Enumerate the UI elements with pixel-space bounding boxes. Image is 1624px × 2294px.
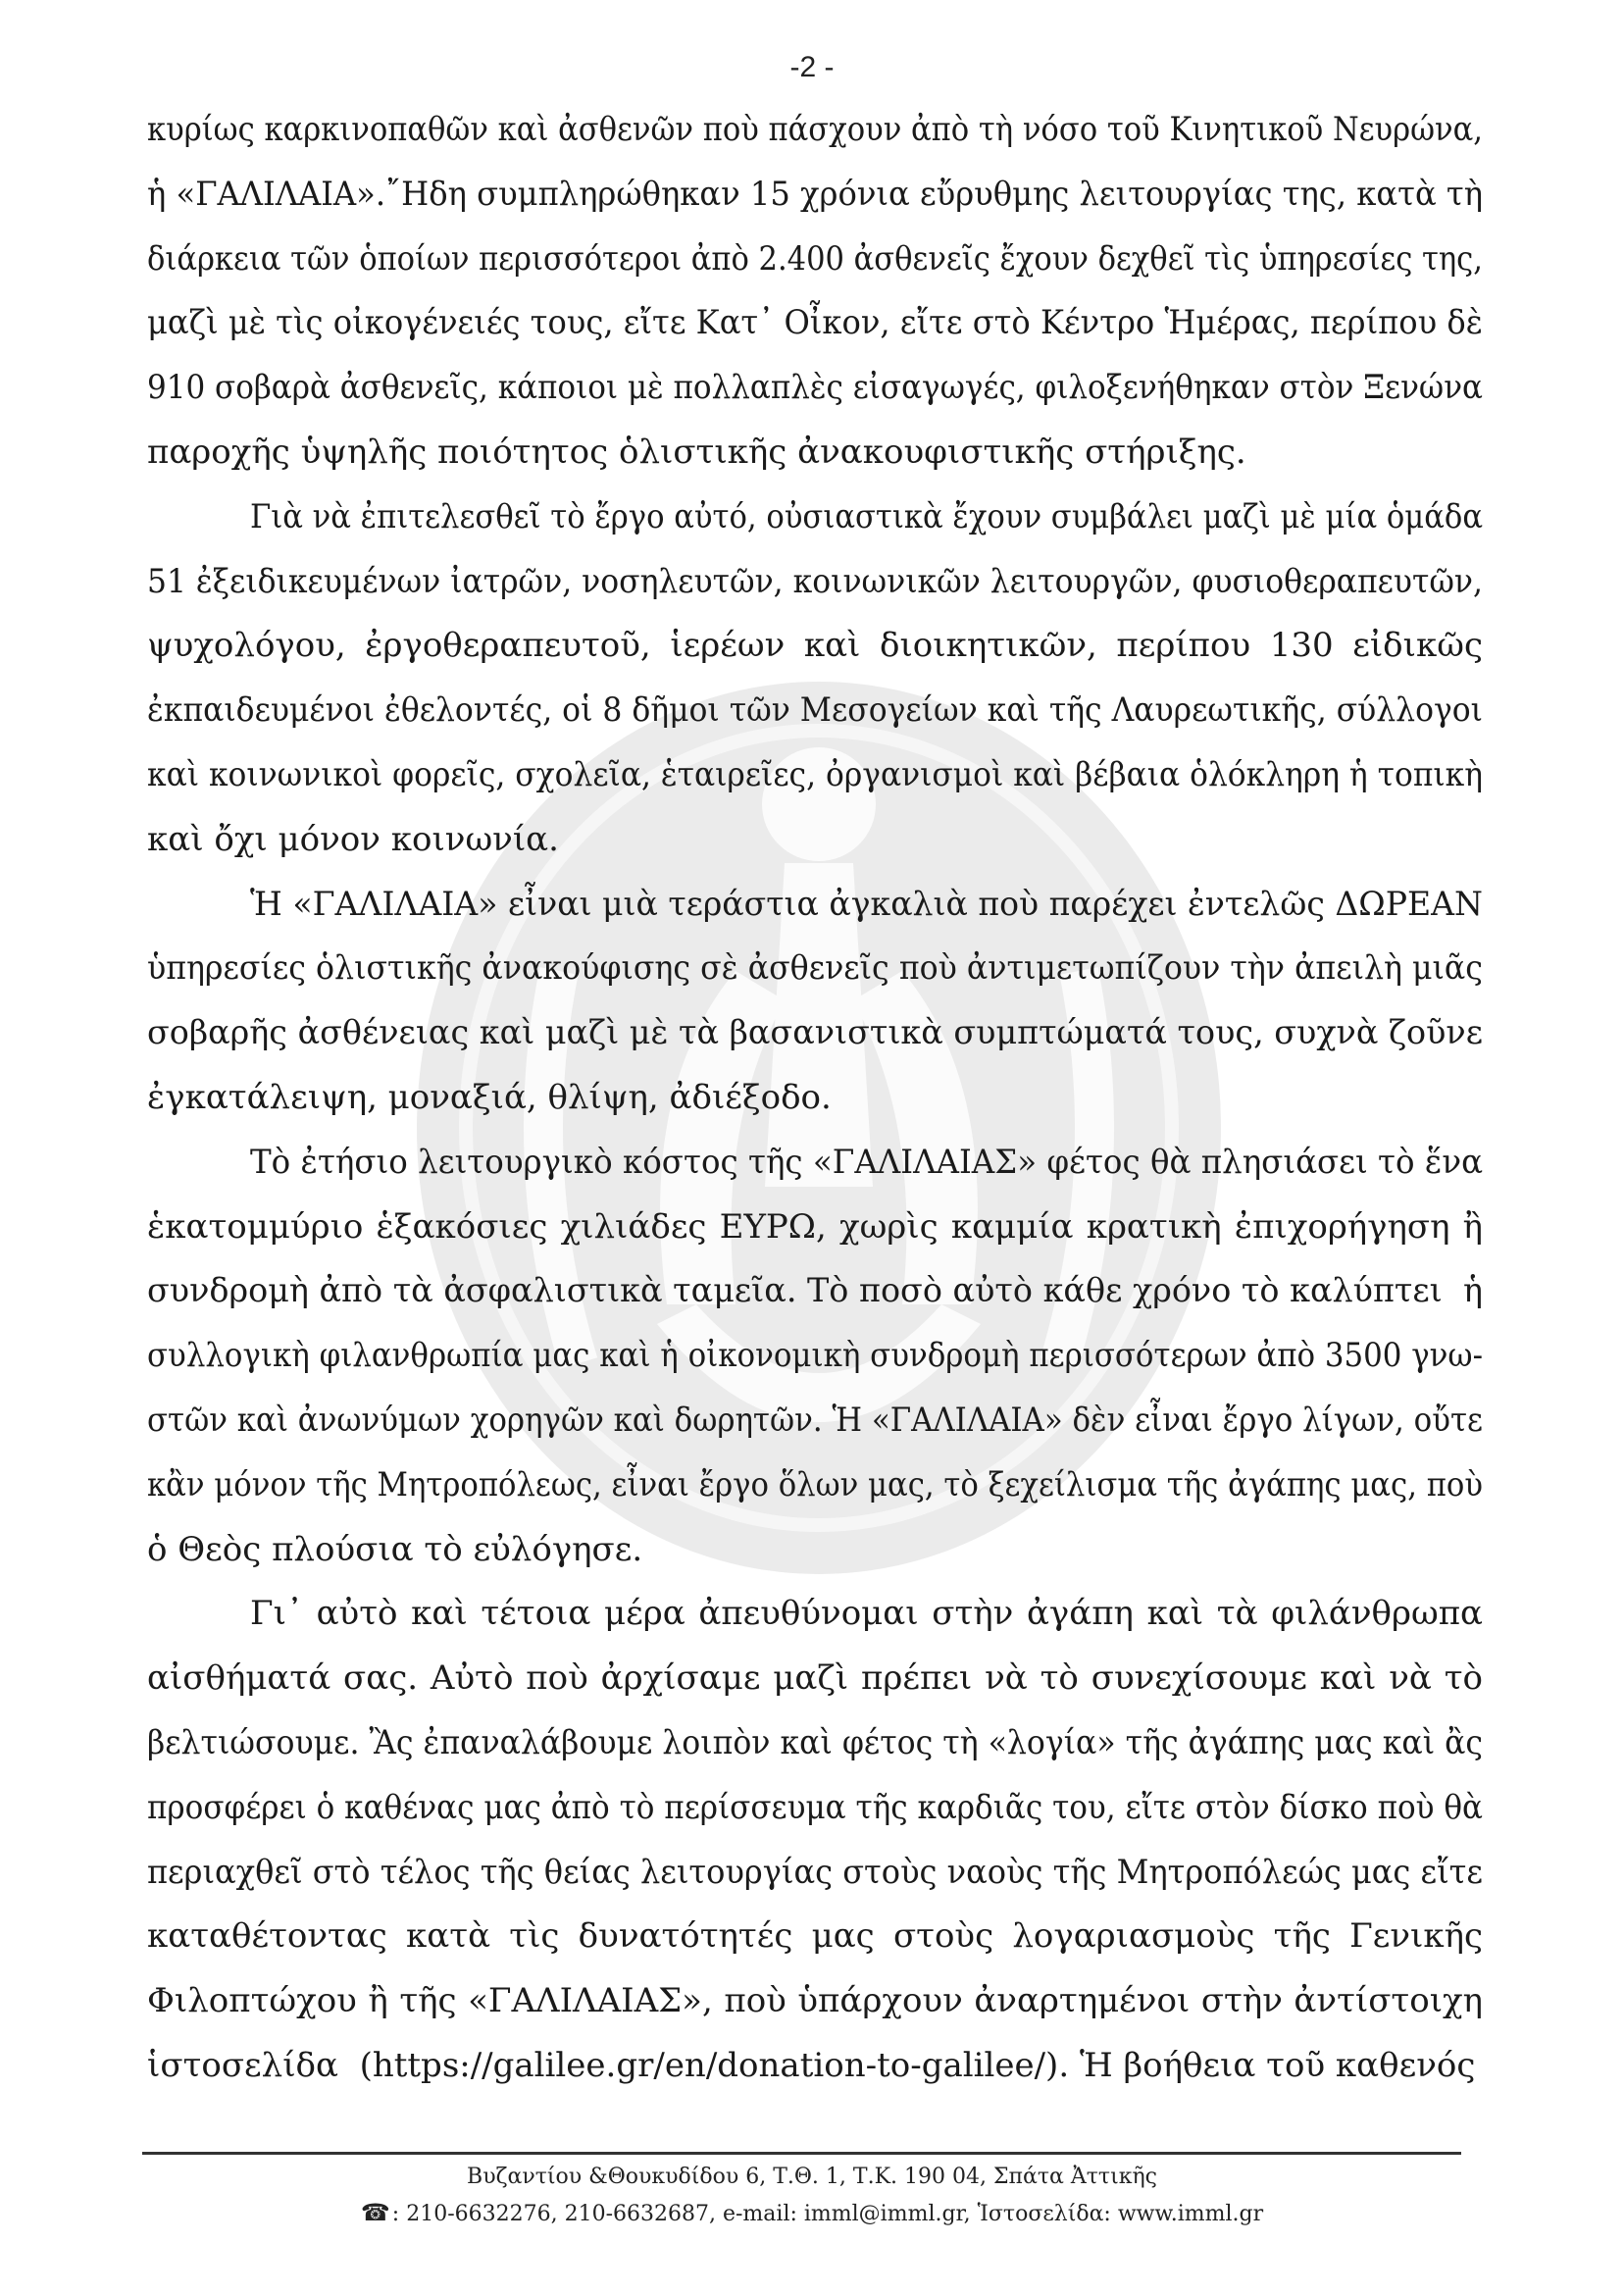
telephone-icon: ☎ [360,2199,390,2226]
text-line: ἡ «ΓΑΛΙΛΑΙΑ».῎Ηδη συμπληρώθηκαν 15 χρόνια εὔρυθμης λειτουργίας της, κατὰ τὴ [147,174,1483,214]
footer-address: Βυζαντίου &Θουκυδίδου 6, Τ.Θ. 1, Τ.Κ. 190 04, Σπάτα Ἀττικῆς [467,2165,1157,2189]
text-line: Τὸ ἐτήσιο λειτουργικὸ κόστος τῆς «ΓΑΛΙΛΑΙΑΣ» φέτος θὰ πλησιάσει τὸ ἕνα [250,1142,1483,1182]
text-line: ἐγκατάλειψη, μοναξιά, θλίψη, ἀδιέξοδο. [147,1077,832,1117]
paragraph [147,485,1483,873]
text-line: καὶ κοινωνικοὶ φορεῖς, σχολεῖα, ἑταιρεῖες, ὀργανισμοὶ καὶ βέβαια ὁλόκληρη ἡ τοπικὴ [147,754,1483,794]
text-line: προσφέρει ὁ καθένας μας ἀπὸ τὸ περίσσευμα τῆς καρδιᾶς του, εἴτε στὸν δίσκο ποὺ θὰ [147,1787,1483,1827]
text-line: Φιλοπτώχου ἢ τῆς «ΓΑΛΙΛΑΙΑΣ», ποὺ ὑπάρχουν ἀναρτημένοι στὴν ἀντίστοιχη [147,1981,1483,2021]
text-line: διάρκεια τῶν ὁποίων περισσότεροι ἀπὸ 2.400 ἀσθενεῖς ἔχουν δεχθεῖ τὶς ὑπηρεσίες της, [147,238,1483,279]
page-number: -2 - [789,51,835,83]
footer-contact: : 210-6632276, 210-6632687, e-mail: imml@imml.gr, Ἱστοσελίδα: www.imml.gr [391,2202,1264,2226]
footer-divider [142,2152,1461,2155]
paragraph [147,873,1483,1131]
letterhead-footer [0,2160,1624,2232]
text-line: αἰσθήματά σας. Αὐτὸ ποὺ ἀρχίσαμε μαζὶ πρέπει νὰ τὸ συνεχίσουμε καὶ νὰ τὸ [147,1658,1483,1699]
text-line: σοβαρῆς ἀσθένειας καὶ μαζὶ μὲ τὰ βασανιστικὰ συμπτώματά τους, συχνὰ ζοῦνε [147,1013,1483,1053]
text-line: 51 ἐξειδικευμένων ἰατρῶν, νοσηλευτῶν, κοινωνικῶν λειτουργῶν, φυσιοθεραπευτῶν, [147,561,1483,601]
paragraph [147,1131,1483,1583]
text-line: συλλογικὴ φιλανθρωπία μας καὶ ἡ οἰκονομικὴ συνδρομὴ περισσότερων ἀπὸ 3500 γνω- [147,1336,1483,1376]
footer-contact-line [0,2195,1624,2232]
text-line: περιαχθεῖ στὸ τέλος τῆς θείας λειτουργίας στοὺς ναοὺς τῆς Μητροπόλεώς μας εἴτε [147,1852,1483,1892]
text-line: Γιὰ νὰ ἐπιτελεσθεῖ τὸ ἔργο αὐτό, οὐσιαστικὰ ἔχουν συμβάλει μαζὶ μὲ μία ὁμάδα [250,496,1483,536]
text-line: στῶν καὶ ἀνωνύμων χορηγῶν καὶ δωρητῶν. Ἡ «ΓΑΛΙΛΑΙΑ» δὲν εἶναι ἔργο λίγων, οὔτε [147,1400,1483,1440]
text-line: κυρίως καρκινοπαθῶν καὶ ἀσθενῶν ποὺ πάσχουν ἀπὸ τὴ νόσο τοῦ Κινητικοῦ Νευρώνα, [147,110,1483,149]
text-line: καὶ ὄχι μόνον κοινωνία. [147,819,559,859]
text-line: ἱστοσελίδα (https://galilee.gr/en/donation-to-galilee/). Ἡ βοήθεια τοῦ καθενός [147,2045,1476,2085]
text-line: μαζὶ μὲ τὶς οἰκογένειές τους, εἴτε Κατ᾽ Οἶκον, εἴτε στὸ Κέντρο Ἡμέρας, περίπου δὲ [147,303,1483,343]
text-line: συνδρομὴ ἀπὸ τὰ ἀσφαλιστικὰ ταμεῖα. Τὸ ποσὸ αὐτὸ κάθε χρόνο τὸ καλύπτει ἡ [147,1271,1483,1311]
text-line: ὑπηρεσίες ὁλιστικῆς ἀνακούφισης σὲ ἀσθενεῖς ποὺ ἀντιμετωπίζουν τὴν ἀπειλὴ μιᾶς [147,948,1483,989]
paragraph [147,98,1483,485]
text-line: ψυχολόγου, ἐργοθεραπευτοῦ, ἱερέων καὶ διοικητικῶν, περίπου 130 εἰδικῶς [147,626,1483,666]
text-line: ὁ Θεὸς πλούσια τὸ εὐλόγησε. [147,1529,643,1569]
text-line: ἐκπαιδευμένοι ἐθελοντές, οἱ 8 δῆμοι τῶν Μεσογείων καὶ τῆς Λαυρεωτικῆς, σύλλογοι [147,690,1483,731]
letter-body [147,98,1483,2099]
text-line: Γι᾽ αὐτὸ καὶ τέτοια μέρα ἀπευθύνομαι στὴν ἀγάπη καὶ τὰ φιλάνθρωπα [250,1594,1483,1634]
text-line: βελτιώσουμε. Ἂς ἐπαναλάβουμε λοιπὸν καὶ φέτος τὴ «λογία» τῆς ἀγάπης μας καὶ ἂς [147,1722,1483,1762]
text-line: 910 σοβαρὰ ἀσθενεῖς, κάποιοι μὲ πολλαπλὲς εἰσαγωγές, φιλοξενήθηκαν στὸν Ξενώνα [147,368,1483,408]
text-line: καταθέτοντας κατὰ τὶς δυνατότητές μας στοὺς λογαριασμοὺς τῆς Γενικῆς [147,1916,1483,1957]
text-line: κἂν μόνον τῆς Μητροπόλεως, εἶναι ἔργο ὅλων μας, τὸ ξεχείλισμα τῆς ἀγάπης μας, ποὺ [147,1464,1483,1504]
paragraph [147,1582,1483,2098]
text-line: ἑκατομμύριο ἑξακόσιες χιλιάδες ΕΥΡΩ, χωρὶς καμμία κρατικὴ ἐπιχορήγηση ἢ [147,1206,1483,1247]
text-line: παροχῆς ὑψηλῆς ποιότητος ὁλιστικῆς ἀνακουφιστικῆς στήριξης. [147,432,1246,472]
text-line: Ἡ «ΓΑΛΙΛΑΙΑ» εἶναι μιὰ τεράστια ἀγκαλιὰ ποὺ παρέχει ἐντελῶς ΔΩΡΕΑΝ [250,884,1483,924]
